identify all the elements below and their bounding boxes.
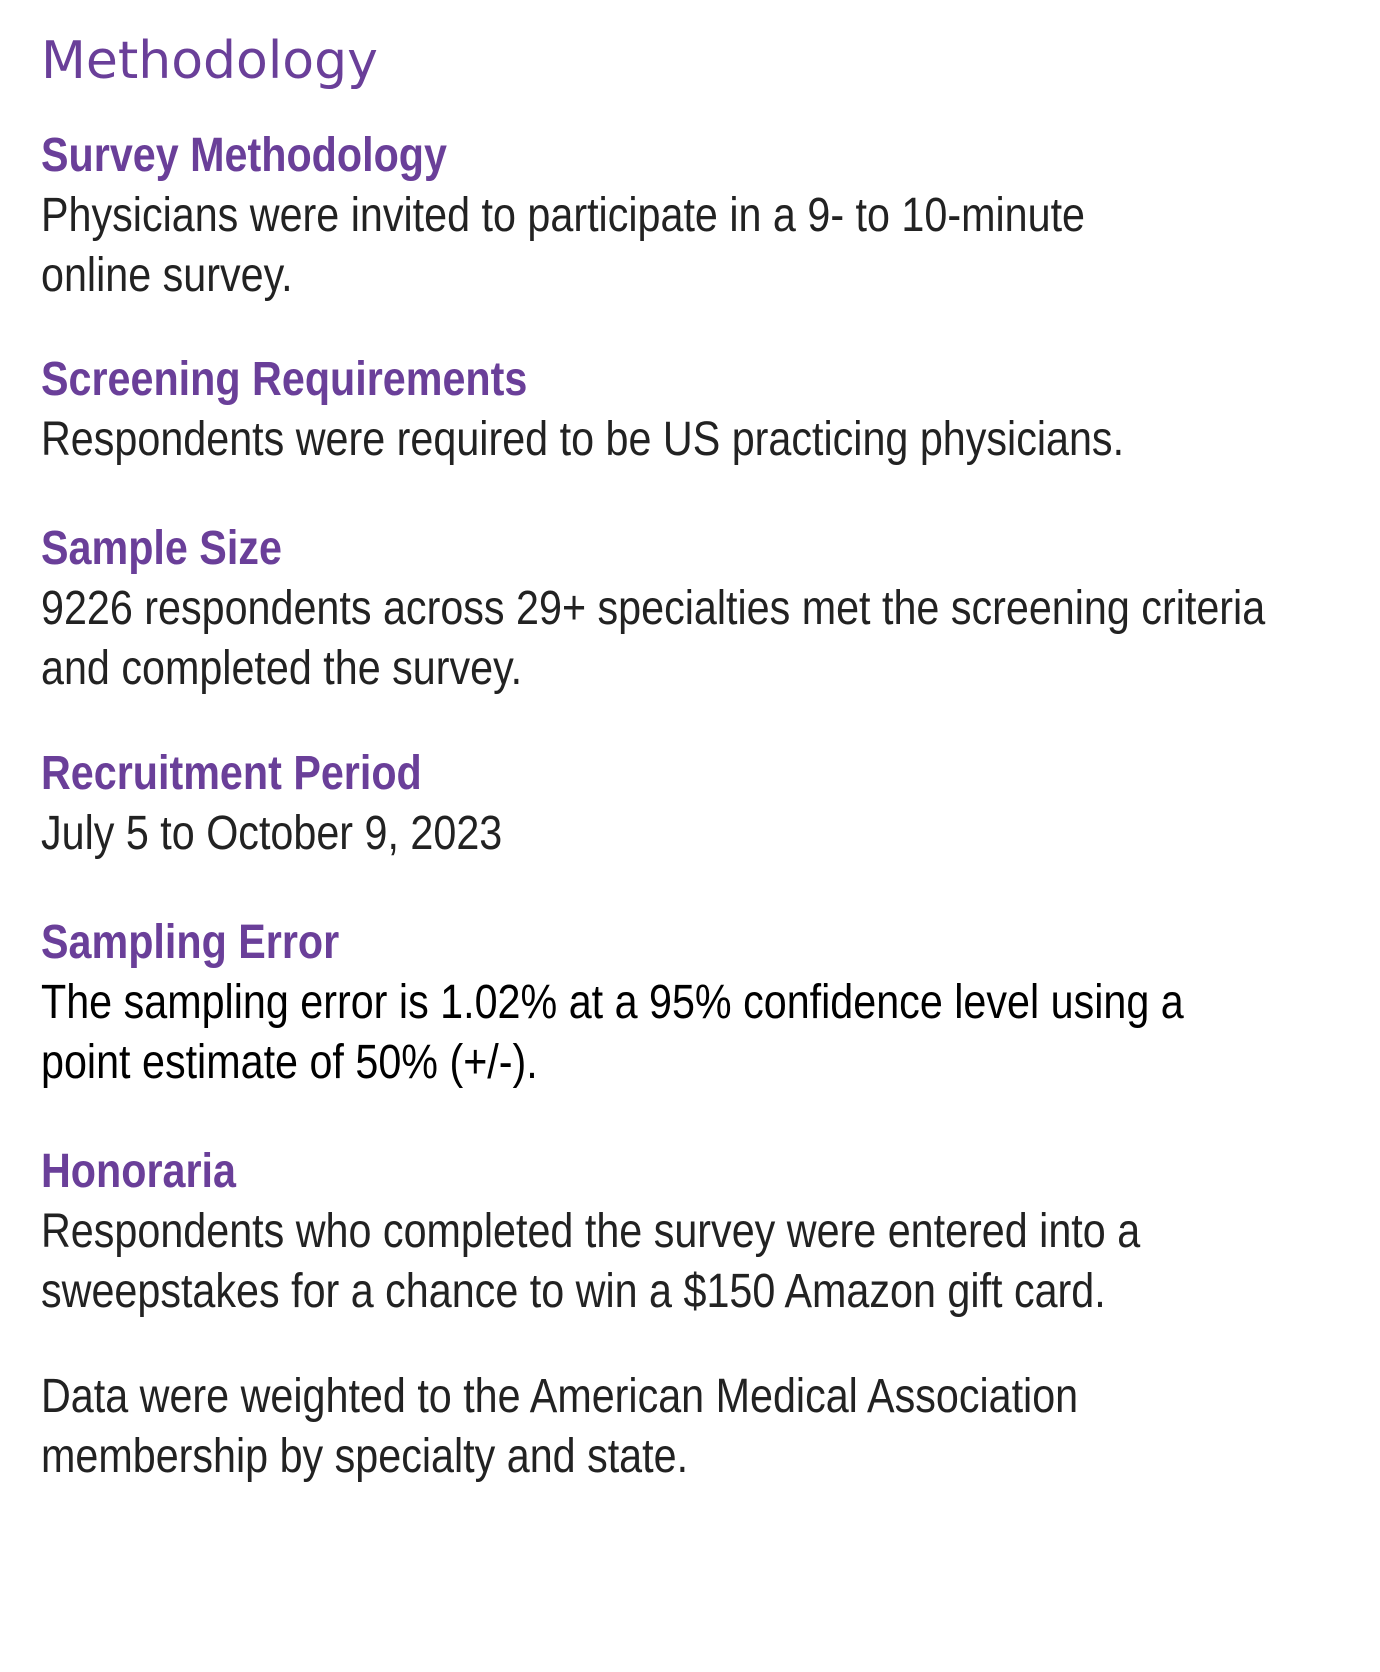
section-heading: Recruitment Period xyxy=(41,747,422,800)
section-heading: Survey Methodology xyxy=(41,129,447,182)
page-title: Methodology xyxy=(41,31,378,91)
section-heading: Screening Requirements xyxy=(41,353,528,406)
section-sample-size xyxy=(41,519,1341,699)
section-heading: Sampling Error xyxy=(41,916,340,969)
section-survey-methodology xyxy=(41,126,1341,306)
section-heading: Honoraria xyxy=(41,1145,236,1198)
weighting-note: Data were weighted to the American Medical Association membership by specialty and state. xyxy=(41,1370,1079,1483)
section-body: The sampling error is 1.02% at a 95% confidence level using a point estimate of 50% (+/-). xyxy=(41,976,1184,1089)
section-body: Physicians were invited to participate in a 9- to 10-minute online survey. xyxy=(41,189,1085,302)
section-honoraria xyxy=(41,1142,1341,1322)
section-body: July 5 to October 9, 2023 xyxy=(41,807,503,860)
section-body: Respondents were required to be US practicing physicians. xyxy=(41,413,1125,466)
section-recruitment-period xyxy=(41,744,1341,864)
section-sampling-error xyxy=(41,913,1341,1093)
section-screening-requirements xyxy=(41,350,1341,470)
footnote-section xyxy=(41,1367,1341,1487)
section-body: Respondents who completed the survey were entered into a sweepstakes for a chance to win a $150 Amazon gift card. xyxy=(41,1205,1141,1318)
section-heading: Sample Size xyxy=(41,522,282,575)
section-body: 9226 respondents across 29+ specialties met the screening criteria and completed the survey. xyxy=(41,582,1266,695)
